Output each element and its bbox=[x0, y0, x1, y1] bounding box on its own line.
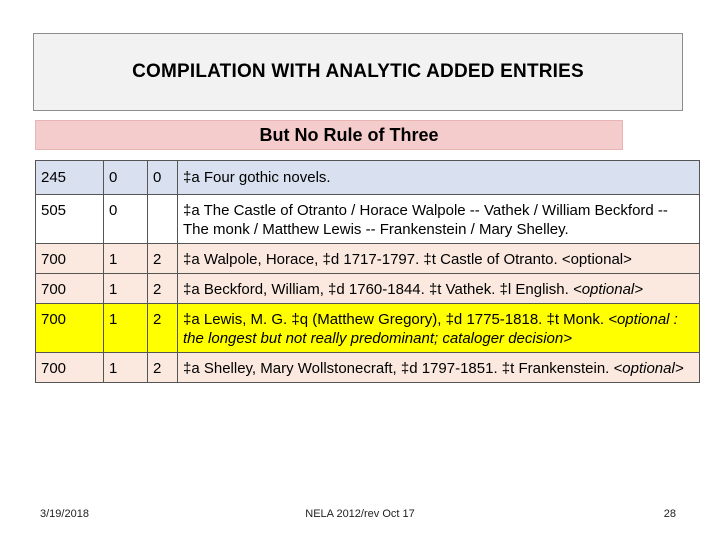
marc-ind2: 2 bbox=[148, 304, 178, 353]
marc-ind1: 0 bbox=[104, 195, 148, 244]
slide-subtitle: But No Rule of Three bbox=[259, 124, 439, 145]
marc-ind1: 1 bbox=[104, 304, 148, 353]
marc-ind2: 0 bbox=[148, 161, 178, 195]
marc-tag: 505 bbox=[36, 195, 104, 244]
footer-date: 3/19/2018 bbox=[40, 508, 89, 520]
marc-row-505 bbox=[36, 195, 700, 244]
marc-ind2: 2 bbox=[148, 244, 178, 274]
marc-data bbox=[178, 244, 700, 274]
marc-row-245 bbox=[36, 161, 700, 195]
marc-data-text: ‡a Walpole, Horace, ‡d 1717-1797. ‡t Castle of Otranto. <optional> bbox=[183, 251, 632, 268]
marc-data-text: ‡a Beckford, William, ‡d 1760-1844. ‡t Vathek. ‡l English. bbox=[183, 281, 573, 298]
footer-page-number: 28 bbox=[663, 508, 676, 520]
marc-ind1: 1 bbox=[104, 274, 148, 304]
marc-ind1: 0 bbox=[104, 161, 148, 195]
marc-ind1: 1 bbox=[104, 244, 148, 274]
marc-data-text: ‡a Four gothic novels. bbox=[183, 169, 331, 186]
marc-ind2: 2 bbox=[148, 274, 178, 304]
marc-note: <optional> bbox=[613, 360, 684, 377]
marc-note: <optional : the longest but not really predominant; cataloger decision> bbox=[183, 311, 678, 347]
marc-tag: 700 bbox=[36, 353, 104, 383]
marc-data bbox=[178, 195, 700, 244]
marc-data-text: ‡a The Castle of Otranto / Horace Walpole -- Vathek / William Beckford -- The monk / Matthew Lewis -- Frankenstein / Mary Shelley. bbox=[183, 202, 668, 238]
marc-row-700-beckford bbox=[36, 274, 700, 304]
marc-ind2 bbox=[148, 195, 178, 244]
marc-tag: 700 bbox=[36, 274, 104, 304]
footer-center-text: NELA 2012/rev Oct 17 bbox=[305, 508, 415, 520]
marc-data bbox=[178, 353, 700, 383]
title-box bbox=[33, 33, 683, 111]
marc-row-700-walpole bbox=[36, 244, 700, 274]
marc-tag: 700 bbox=[36, 244, 104, 274]
marc-tag: 245 bbox=[36, 161, 104, 195]
marc-ind1: 1 bbox=[104, 353, 148, 383]
marc-data-text: ‡a Shelley, Mary Wollstonecraft, ‡d 1797-1851. ‡t Frankenstein. bbox=[183, 360, 614, 377]
marc-ind2: 2 bbox=[148, 353, 178, 383]
marc-row-700-shelley bbox=[36, 353, 700, 383]
marc-data-text: ‡a Lewis, M. G. ‡q (Matthew Gregory), ‡d 1775-1818. ‡t Monk. bbox=[183, 311, 609, 328]
marc-data bbox=[178, 274, 700, 304]
marc-data bbox=[178, 161, 700, 195]
slide-title: COMPILATION WITH ANALYTIC ADDED ENTRIES bbox=[132, 61, 584, 82]
marc-note: <optional> bbox=[572, 281, 644, 298]
subtitle-bar bbox=[35, 120, 623, 150]
marc-tag: 700 bbox=[36, 304, 104, 353]
marc-data bbox=[178, 304, 700, 353]
marc-row-700-lewis bbox=[36, 304, 700, 353]
marc-record-table bbox=[35, 160, 700, 383]
